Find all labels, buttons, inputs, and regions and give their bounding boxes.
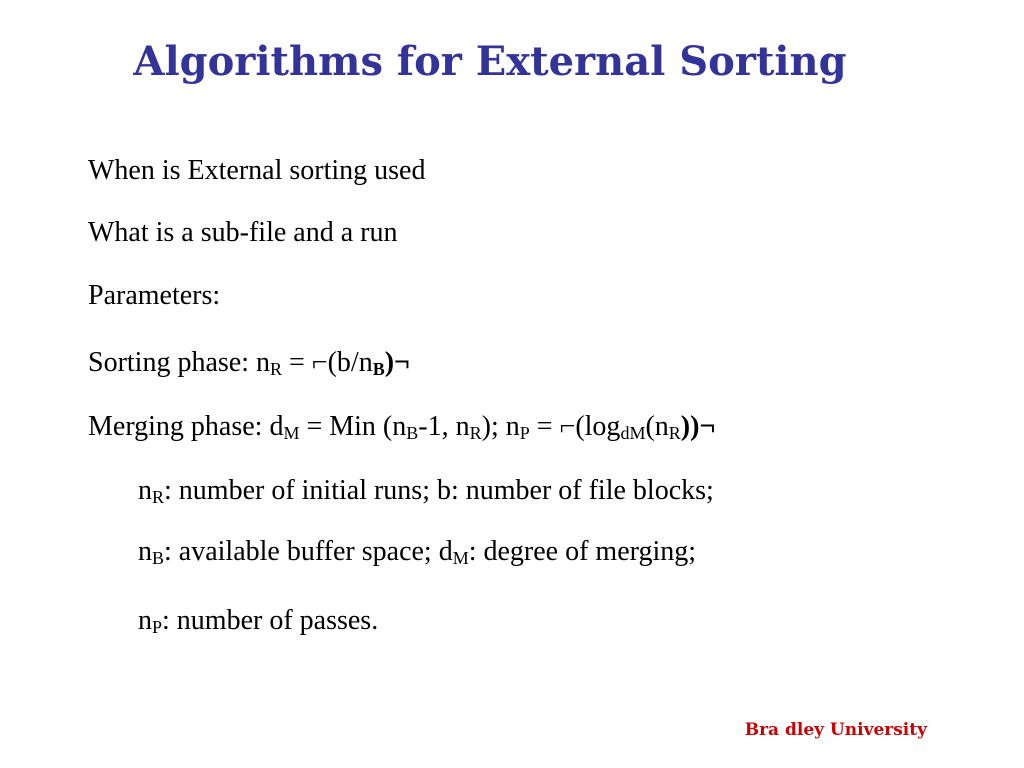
definition-nb — [138, 538, 696, 566]
merging-open-nr: (n — [645, 411, 669, 442]
nr-var: n — [138, 475, 152, 506]
merging-phase-label: Merging phase: d — [88, 411, 284, 442]
subscript-p: P — [519, 423, 530, 443]
sorting-phase-eq: = ⌐(b/n — [282, 347, 373, 378]
subscript-m: M — [283, 423, 300, 443]
merging-minus-one: -1, n — [418, 411, 470, 442]
footer-university: Bra dley University — [744, 720, 927, 740]
definition-np — [138, 607, 378, 635]
slide-title: Algorithms for External Sorting — [133, 38, 847, 85]
sorting-phase-formula — [88, 349, 410, 377]
merging-semicolon-np: ); n — [481, 411, 520, 442]
nb-var: n — [138, 536, 152, 567]
item-when-used: When is External sorting used — [88, 155, 426, 186]
item-parameters: Parameters: — [88, 280, 221, 311]
merging-eq-log: = ⌐(log — [529, 411, 621, 442]
subscript-r: R — [152, 487, 165, 507]
np-text: : number of passes. — [162, 605, 379, 636]
subscript-b: B — [406, 423, 419, 443]
subscript-b: B — [372, 359, 385, 379]
subscript-b: B — [152, 548, 165, 568]
subscript-m: M — [452, 548, 469, 568]
nb-text: : available buffer space; d — [164, 536, 453, 567]
merging-close: ))¬ — [680, 411, 716, 442]
merging-eq-min: = Min (n — [299, 411, 407, 442]
sorting-phase-close: )¬ — [384, 347, 410, 378]
sorting-phase-label: Sorting phase: n — [88, 347, 270, 378]
subscript-r: R — [270, 359, 283, 379]
subscript-r: R — [668, 423, 681, 443]
dm-text: : degree of merging; — [468, 536, 697, 567]
subscript-p: P — [152, 617, 163, 637]
merging-phase-formula — [88, 413, 715, 441]
subscript-r: R — [469, 423, 482, 443]
subscript-dm: dM — [620, 423, 646, 443]
item-subfile-run: What is a sub-file and a run — [88, 217, 398, 248]
nr-text: : number of initial runs; b: number of file blocks; — [164, 475, 714, 506]
np-var: n — [138, 605, 152, 636]
definition-nr — [138, 477, 714, 505]
